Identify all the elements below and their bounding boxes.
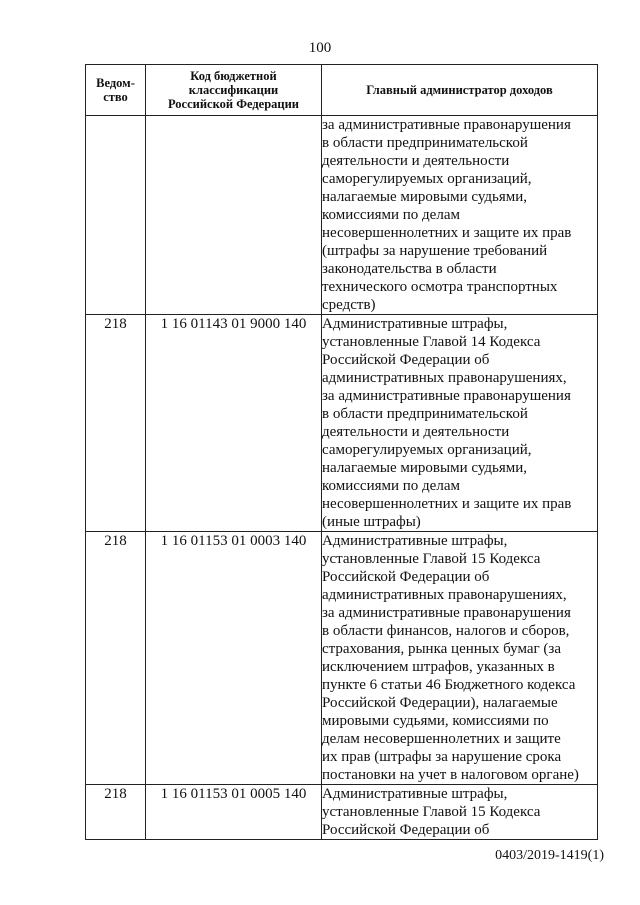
page-number: 100 (308, 40, 332, 56)
description-line: средств) (322, 297, 376, 313)
department-code-cell: 218 (86, 315, 146, 532)
description-line: пункте 6 статьи 46 Бюджетного кодекса (322, 677, 576, 693)
description-line: деятельности и деятельности (322, 153, 510, 169)
description-line: несовершеннолетних и защите их прав (322, 225, 572, 241)
description-line: за административные правонарушения (322, 388, 571, 404)
header-line: классификации (188, 83, 279, 97)
table-row (86, 116, 598, 315)
budget-code-cell: 1 16 01153 01 0003 140 (146, 532, 322, 785)
header-code (146, 65, 322, 116)
document-footer-code: 0403/2019-1419(1) (495, 848, 604, 863)
description-line: мировыми судьями, комиссиями по (322, 713, 549, 729)
description-line: установленные Главой 15 Кодекса (322, 551, 541, 567)
budget-classification-table (85, 64, 598, 840)
description-line: комиссиями по делам (322, 478, 460, 494)
budget-code-cell: 1 16 01143 01 9000 140 (146, 315, 322, 532)
description-line: исключением штрафов, указанных в (322, 659, 555, 675)
revenue-description-cell (322, 532, 598, 785)
description-line: установленные Главой 15 Кодекса (322, 804, 541, 820)
description-line: Российской Федерации об (322, 352, 490, 368)
description-line: комиссиями по делам (322, 207, 460, 223)
description-line: несовершеннолетних и защите их прав (322, 496, 572, 512)
budget-code-cell: 1 16 01153 01 0005 140 (146, 785, 322, 840)
description-line: (иные штрафы) (322, 514, 421, 530)
description-line: их прав (штрафы за нарушение срока (322, 749, 562, 765)
table-row (86, 785, 598, 840)
table-row (86, 532, 598, 785)
description-line: делам несовершеннолетних и защите (322, 731, 561, 747)
description-line: деятельности и деятельности (322, 424, 510, 440)
description-line: Российской Федерации об (322, 822, 490, 838)
description-line: технического осмотра транспортных (322, 279, 558, 295)
revenue-description-cell (322, 315, 598, 532)
header-administrator (322, 65, 598, 116)
description-line: административных правонарушениях, (322, 370, 567, 386)
description-line: саморегулируемых организаций, (322, 442, 532, 458)
department-code-cell (86, 116, 146, 315)
description-line: законодательства в области (322, 261, 497, 277)
description-line: в области финансов, налогов и сборов, (322, 623, 570, 639)
description-line: Административные штрафы, (322, 786, 508, 802)
header-line: Код бюджетной (190, 69, 277, 83)
description-line: налагаемые мировыми судьями, (322, 189, 528, 205)
revenue-description-cell (322, 116, 598, 315)
description-line: постановки на учет в налоговом органе) (322, 767, 579, 783)
description-line: (штрафы за нарушение требований (322, 243, 548, 259)
description-line: Административные штрафы, (322, 533, 508, 549)
table-row (86, 315, 598, 532)
description-line: саморегулируемых организаций, (322, 171, 532, 187)
description-line: налагаемые мировыми судьями, (322, 460, 528, 476)
header-department (86, 65, 146, 116)
description-line: Российской Федерации), налагаемые (322, 695, 558, 711)
revenue-description-cell (322, 785, 598, 840)
table-header-row (86, 65, 598, 116)
department-code-cell: 218 (86, 532, 146, 785)
header-line: Главный администратор доходов (366, 83, 553, 97)
budget-code-cell (146, 116, 322, 315)
header-line: Российской Федерации (167, 97, 300, 111)
header-line: ство (103, 90, 128, 104)
description-line: в области предпринимательской (322, 135, 528, 151)
header-line: Ведом- (96, 76, 135, 90)
department-code-cell: 218 (86, 785, 146, 840)
description-line: административных правонарушениях, (322, 587, 567, 603)
description-line: страхования, рынка ценных бумаг (за (322, 641, 562, 657)
description-line: за административные правонарушения (322, 117, 571, 133)
description-line: в области предпринимательской (322, 406, 528, 422)
description-line: Административные штрафы, (322, 316, 508, 332)
description-line: за административные правонарушения (322, 605, 571, 621)
description-line: Российской Федерации об (322, 569, 490, 585)
description-line: установленные Главой 14 Кодекса (322, 334, 541, 350)
